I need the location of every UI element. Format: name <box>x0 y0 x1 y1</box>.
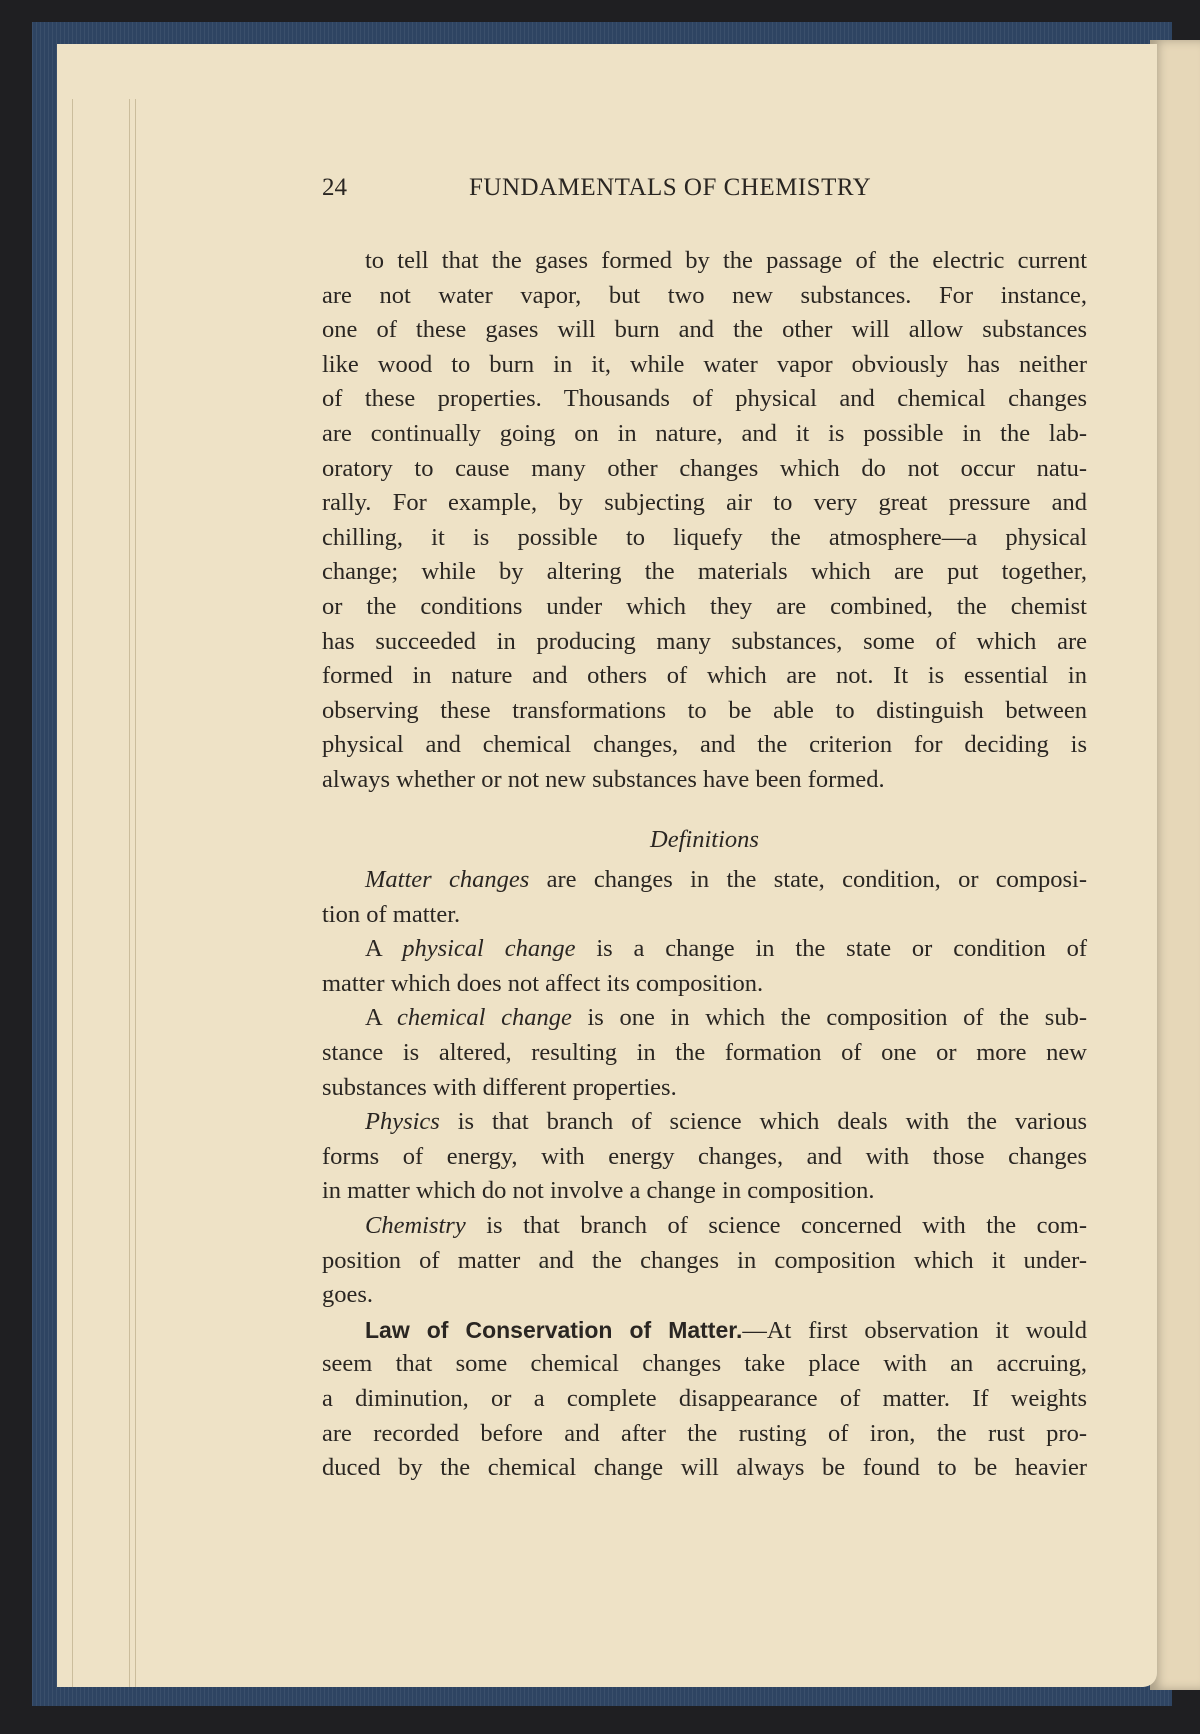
text-run: duced by the chemical change will always be found to be heavier <box>322 1454 1087 1482</box>
text-line <box>322 279 1087 314</box>
text-line <box>322 348 1087 383</box>
text-line <box>322 967 1087 1002</box>
text-line <box>322 1347 1087 1382</box>
text-line <box>322 1313 1087 1348</box>
text-run: position of matter and the changes in composition which it under- <box>322 1246 1087 1274</box>
text-run: are changes in the state, condition, or composi- <box>529 866 1087 894</box>
text-line <box>322 555 1087 590</box>
italic-term: Matter changes <box>365 866 530 894</box>
text-line <box>322 590 1087 625</box>
text-line <box>322 452 1087 487</box>
text-run: is a change in the state or condition of <box>575 935 1088 963</box>
text-line <box>322 659 1087 694</box>
text-line <box>322 694 1087 729</box>
text-line <box>322 1451 1087 1486</box>
bold-heading: Law of Conservation of Matter. <box>365 1316 743 1343</box>
text-run: is that branch of science concerned with the com- <box>465 1212 1087 1240</box>
text-run: always whether or not new substances have been formed. <box>322 765 885 793</box>
running-title: FUNDAMENTALS OF CHEMISTRY <box>469 174 872 201</box>
text-run: are recorded before and after the rusting of iron, the rust pro- <box>322 1419 1087 1447</box>
text-line <box>322 1174 1087 1209</box>
page-body <box>322 244 1087 1486</box>
text-line <box>322 1071 1087 1106</box>
text-line <box>322 417 1087 452</box>
text-run: observing these transformations to be able to distinguish between <box>322 696 1087 724</box>
italic-term: chemical change <box>397 1004 572 1032</box>
text-run: has succeeded in producing many substances, some of which are <box>322 627 1087 655</box>
text-line <box>322 486 1087 521</box>
text-line <box>322 863 1087 898</box>
text-run: physical and chemical changes, and the criterion for deciding is <box>322 731 1087 759</box>
text-run: goes. <box>322 1281 374 1309</box>
page-edge-line <box>72 99 73 1687</box>
page-edge-line <box>135 99 136 1687</box>
text-line <box>322 728 1087 763</box>
text-line <box>322 1036 1087 1071</box>
text-line <box>322 1105 1087 1140</box>
text-run: seem that some chemical changes take place with an accruing, <box>322 1350 1087 1378</box>
text-run: one of these gases will burn and the other will allow substances <box>322 316 1087 344</box>
text-line <box>322 932 1087 967</box>
text-run: change; while by altering the materials which are put together, <box>322 558 1087 586</box>
text-run: rally. For example, by subjecting air to very great pressure and <box>322 489 1087 517</box>
definition-paragraph <box>322 932 1087 1001</box>
section-heading: Definitions <box>650 825 759 853</box>
text-run: are continually going on in nature, and it is possible in the lab- <box>322 419 1087 447</box>
intro-paragraph <box>322 244 1087 798</box>
text-run: is one in which the composition of the sub- <box>571 1004 1087 1032</box>
definition-paragraph <box>322 1105 1087 1209</box>
facing-page-edge <box>1150 40 1200 1690</box>
page-edge-line <box>129 99 130 1687</box>
text-line <box>322 898 1087 933</box>
text-line <box>322 625 1087 660</box>
text-run: —At first observation it would <box>742 1316 1087 1344</box>
text-run: matter which does not affect its composition. <box>322 969 764 997</box>
text-line <box>322 1001 1087 1036</box>
text-line <box>322 313 1087 348</box>
text-run: is that branch of science which deals with the various <box>439 1108 1087 1136</box>
definition-paragraph <box>322 1209 1087 1313</box>
text-line <box>322 244 1087 279</box>
text-line <box>322 1278 1087 1313</box>
text-run: like wood to burn in it, while water vapor obviously has neither <box>322 350 1087 378</box>
text-run: A <box>365 1004 397 1032</box>
text-line <box>322 1140 1087 1175</box>
text-run: oratory to cause many other changes which do not occur natu- <box>322 454 1087 482</box>
definition-paragraph <box>322 863 1087 932</box>
italic-term: physical change <box>402 935 576 963</box>
page-number: 24 <box>322 174 347 201</box>
text-run: a diminution, or a complete disappearance of matter. If weights <box>322 1385 1087 1412</box>
text-line <box>322 1382 1087 1417</box>
text-run: substances with different properties. <box>322 1073 677 1101</box>
text-run: of these properties. Thousands of physical and chemical changes <box>322 385 1087 413</box>
text-run: tion of matter. <box>322 900 461 928</box>
text-line <box>322 1209 1087 1244</box>
text-line <box>322 1244 1087 1279</box>
text-run: are not water vapor, but two new substances. For instance, <box>322 281 1087 309</box>
text-line <box>322 1417 1087 1452</box>
text-run: forms of energy, with energy changes, and with those changes <box>322 1142 1087 1170</box>
text-line <box>322 763 1087 798</box>
running-header <box>322 174 1087 208</box>
text-run: A <box>365 935 403 963</box>
text-run: stance is altered, resulting in the formation of one or more new <box>322 1039 1087 1067</box>
text-line <box>322 521 1087 556</box>
text-run: in matter which do not involve a change in composition. <box>322 1177 875 1205</box>
italic-term: Chemistry <box>365 1212 466 1240</box>
law-paragraph <box>322 1313 1087 1486</box>
text-run: or the conditions under which they are combined, the chemist <box>322 592 1087 620</box>
definition-paragraph <box>322 1001 1087 1105</box>
text-run: chilling, it is possible to liquefy the atmosphere—a physical <box>322 523 1087 551</box>
text-run: to tell that the gases formed by the passage of the electric current <box>365 247 1087 274</box>
italic-term: Physics <box>365 1108 440 1136</box>
text-line <box>322 382 1087 417</box>
text-run: formed in nature and others of which are not. It is essential in <box>322 662 1087 690</box>
